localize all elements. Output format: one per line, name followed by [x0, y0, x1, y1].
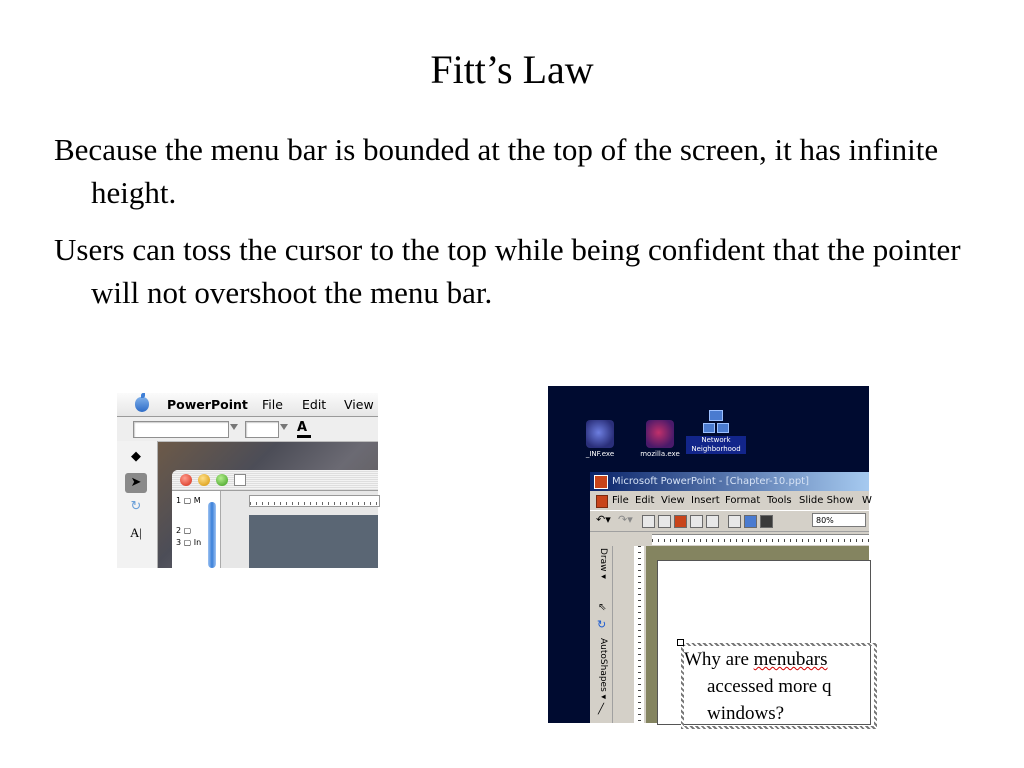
desktop-icon-network-neighborhood[interactable]: [684, 410, 748, 454]
exe-file-icon: [586, 420, 614, 448]
select-objects-icon[interactable]: ⇖: [598, 602, 607, 613]
slide-title: Fitt’s Law: [430, 47, 594, 92]
redo-icon[interactable]: ↷▾: [618, 513, 633, 526]
powerpoint-logo-icon: [594, 475, 608, 489]
ppt-standard-toolbar: [590, 511, 869, 532]
windows-powerpoint-screenshot: [548, 386, 872, 724]
fill-bucket-icon[interactable]: ◆: [131, 449, 141, 464]
insert-table-icon[interactable]: [690, 515, 703, 528]
mac-slide-area: [221, 491, 378, 568]
menu-tools[interactable]: Tools: [767, 495, 792, 506]
horizontal-ruler[interactable]: [652, 534, 869, 545]
menu-slide-show[interactable]: Slide Show: [799, 495, 854, 506]
slide-page[interactable]: [657, 560, 871, 725]
desktop-icon-label: _INF.exe: [585, 450, 615, 458]
desktop-icon-mozilla-exe[interactable]: [628, 420, 692, 458]
font-name-field[interactable]: [133, 421, 229, 438]
window-title: Microsoft PowerPoint - [Chapter-10.ppt]: [612, 476, 809, 487]
insert-clipart-icon[interactable]: [706, 515, 719, 528]
undo-icon[interactable]: ↶▾: [596, 513, 611, 526]
expand-all-icon[interactable]: [728, 515, 741, 528]
bullet-toss-cursor: Users can toss the cursor to the top while being confident that the pointer will not overshoot the menu bar.: [54, 232, 961, 310]
zoom-dropdown[interactable]: 80%: [812, 513, 866, 527]
document-icon[interactable]: [596, 495, 608, 508]
apple-menu-icon[interactable]: [135, 397, 149, 412]
powerpoint-window: [590, 472, 872, 724]
font-size-dropdown-icon[interactable]: [280, 424, 288, 430]
insert-chart-icon[interactable]: [674, 515, 687, 528]
window-title-bar[interactable]: [590, 472, 869, 491]
misspelled-word: menubars: [753, 649, 828, 670]
mac-document-window: [172, 470, 378, 568]
slide-editing-canvas: [646, 546, 869, 723]
mac-menu-file[interactable]: File: [262, 397, 283, 412]
desktop-icon-label: Network Neighborhood: [686, 436, 746, 454]
mac-menu-view[interactable]: View: [344, 397, 374, 412]
outline-row[interactable]: 1 ▢ M: [176, 496, 201, 505]
menu-insert[interactable]: Insert: [691, 495, 720, 506]
mac-menu-edit[interactable]: Edit: [302, 397, 327, 412]
text-tool-icon[interactable]: A|: [130, 525, 142, 540]
show-formatting-icon[interactable]: [744, 515, 757, 528]
drawing-toolbar-vertical: [594, 546, 613, 723]
autoshapes-menu-button[interactable]: AutoShapes ▾: [598, 638, 608, 700]
slide-text-line-3: windows?: [707, 703, 785, 724]
line-tool-icon[interactable]: ╱: [598, 704, 605, 715]
desktop-icon-inf-exe[interactable]: [568, 420, 632, 458]
outline-row[interactable]: 2 ▢: [176, 526, 192, 535]
slide-text-box[interactable]: [681, 643, 877, 729]
selection-handle[interactable]: [677, 639, 684, 646]
mac-slide-canvas[interactable]: [249, 515, 378, 568]
ppt-menu-bar: [590, 492, 872, 511]
vertical-ruler[interactable]: [634, 546, 644, 723]
mac-powerpoint-screenshot: [117, 393, 378, 568]
menu-format[interactable]: Format: [725, 495, 761, 506]
draw-menu-button[interactable]: Draw ▾: [598, 548, 608, 579]
zoom-button-icon[interactable]: [216, 474, 228, 486]
menu-edit[interactable]: Edit: [635, 495, 655, 506]
exe-file-icon: [646, 420, 674, 448]
outline-row[interactable]: 3 ▢ In: [176, 538, 202, 547]
mac-menu-app[interactable]: PowerPoint: [167, 397, 248, 412]
mac-window-title-bar[interactable]: [172, 470, 378, 491]
arrow-pointer-icon[interactable]: ➤: [125, 473, 147, 493]
desktop-icon-label: mozilla.exe: [640, 450, 680, 458]
free-rotate-icon[interactable]: ↻: [597, 618, 607, 631]
slide-text-line-1: Why are menubars: [684, 649, 828, 670]
font-color-icon[interactable]: A: [297, 420, 308, 435]
minimize-button-icon[interactable]: [198, 474, 210, 486]
mac-scrollbar-thumb[interactable]: [208, 502, 216, 568]
slide-layout-icon[interactable]: [658, 515, 671, 528]
font-size-field[interactable]: [245, 421, 279, 438]
close-button-icon[interactable]: [180, 474, 192, 486]
grayscale-icon[interactable]: [760, 515, 773, 528]
menu-file[interactable]: File: [612, 495, 629, 506]
font-name-dropdown-icon[interactable]: [230, 424, 238, 430]
new-slide-icon[interactable]: [642, 515, 655, 528]
menu-view[interactable]: View: [661, 495, 685, 506]
network-neighborhood-icon: [703, 410, 729, 434]
mac-formatting-toolbar: [117, 417, 378, 442]
mac-ruler: [249, 495, 380, 507]
mac-tool-palette: [117, 441, 158, 568]
mac-menu-bar: [117, 393, 378, 417]
bullet-menu-bar-bounded: Because the menu bar is bounded at the top of the screen, it has infinite height.: [54, 132, 939, 210]
menu-window[interactable]: W: [862, 495, 872, 506]
rotate-icon[interactable]: ↻: [130, 499, 142, 514]
toolbar-toggle-icon[interactable]: [234, 474, 246, 486]
slide-text-line-2: accessed more q: [707, 676, 832, 697]
